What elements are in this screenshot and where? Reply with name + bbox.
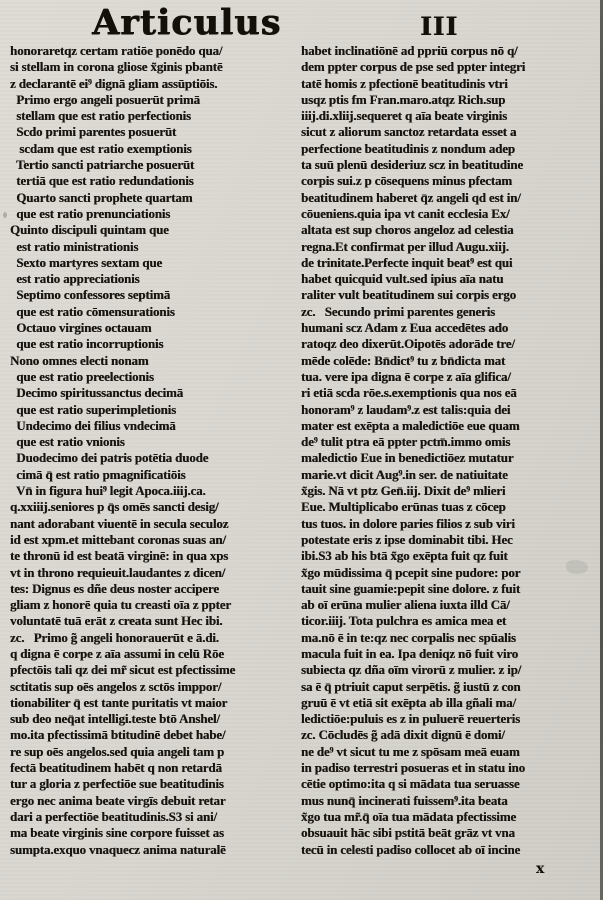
text-line: Quarto sancti prophete quartam <box>10 189 193 205</box>
text-line: marie.vt dicit Aug⁹.in ser. de natiuitate <box>301 466 508 482</box>
text-line: Decimo spiritussanctus decimā <box>10 385 184 401</box>
text-line: tus tuos. in dolore paries filios z sub viri <box>301 515 515 531</box>
text-line: que est ratio prenunciationis <box>10 205 171 221</box>
text-line: nant adorabant viuentē in secula seculoz <box>10 515 229 531</box>
text-line: sicut z aliorum sanctoz retardata esset a <box>301 124 517 140</box>
text-line: tur a gloria z perfectiōe sue beatitudinis <box>10 776 224 792</box>
text-line: tauit sine guamie:pepit sine dolore. z fuit <box>301 580 520 596</box>
text-line: ergo nec anima beate virgīs debuit retar <box>10 792 226 808</box>
text-line: sa ē q̄ ptriuit caput serpētis. g̃ iustū z con <box>301 678 521 694</box>
text-line: fectā beatitudinem habēt q non retardā <box>10 760 222 776</box>
text-line: usqz ptis fm Fran.maro.atqz Rich.sup <box>301 91 506 107</box>
text-line: Sexto martyres sextam que <box>10 254 163 270</box>
text-line: que est ratio preelectionis <box>10 368 154 384</box>
text-line: ta suū plenū desideriuz scz in beatitudine <box>301 157 523 173</box>
text-line: z declarantē ei⁹ dignā gliam assūptiōis. <box>10 75 218 91</box>
text-line: que est ratio superimpletionis <box>10 401 177 417</box>
text-line: que est ratio vnionis <box>10 434 125 450</box>
text-line: stellam que est ratio perfectionis <box>10 108 191 124</box>
text-line: que est ratio incorruptionis <box>10 336 164 352</box>
text-line: de trinitate.Perfecte inquit beat⁹ est qui <box>301 254 513 270</box>
text-line: iiij.di.xliij.sequeret q aīa beate virginis <box>301 108 507 124</box>
text-line: x̃go tua mr̃.q̄ oīa tua mādata pfectissime <box>301 808 517 824</box>
text-line: sctitatis sup oēs angelos z sctōs imppor/ <box>10 678 222 694</box>
text-line: zc. Primo g̃ angeli honorauerūt e ā.di. <box>10 629 219 645</box>
text-line: habet quicquid vult.sed ipius aīa natu <box>301 271 504 287</box>
text-line: est ratio appreciationis <box>10 271 140 287</box>
text-line: de⁹ tulit ptra eā ppter pctm̄.immo omis <box>301 434 511 450</box>
text-line: subiecta qz dña oīm virorū z mulier. z ip/ <box>301 662 522 678</box>
text-line: x̃go mūdissima q̄ pcepit sine pudore: por <box>301 564 521 580</box>
text-line: re sup oēs angelos.sed quia angeli tam p <box>10 743 225 759</box>
text-line: tatē homis z pfectionē beatitudinis vtri <box>301 75 508 91</box>
text-line: voluntatē tuā erāt z creata sunt Hec ibi. <box>10 613 223 629</box>
text-line: id est xpm.et mittebant coronas suas an/ <box>10 531 226 547</box>
text-line: Undecimo dei filius vndecimā <box>10 417 176 433</box>
text-line: Duodecimo dei patris potētia duode <box>10 450 209 466</box>
text-line: habet inclinatiōnē ad ppriū corpus nō q/ <box>301 43 518 58</box>
text-line: mater est exēpta a maledictiōe eue quam <box>301 417 520 433</box>
text-line: raliter vult beatitudinem sui corpis ergo <box>301 287 516 303</box>
text-line: q digna ē corpe z aīa assumi in celū Rōe <box>10 645 224 661</box>
scan-speck <box>566 560 588 574</box>
text-line: mēde colēde: Bn̄dict⁹ tu z bn̄dicta mat <box>301 352 506 368</box>
text-line: est ratio ministrationis <box>10 238 139 254</box>
text-line: ri etiā scda rōe.s.exemptionis qua nos eā <box>301 385 517 401</box>
quire-signature-mark: x <box>536 861 545 877</box>
text-line: Nono omnes electi nonam <box>10 352 149 368</box>
text-line: sub deo neq̄at intelligi.teste btō Anshel/ <box>10 711 220 727</box>
text-line: ledictiōe:puluis es z in puluerē reuerteris <box>301 711 520 727</box>
text-line: mus nunq̄ incinerati fuissem⁹.ita beata <box>301 792 508 808</box>
text-line: dari a perfectiōe beatitudinis.S3 si ani/ <box>10 808 217 824</box>
text-line: tes: Dignus es dñe deus noster accipere <box>10 580 219 596</box>
text-line: ne de⁹ vt sicut tu me z spōsam meā euam <box>301 743 520 759</box>
text-line: ticor.iiij. Tota pulchra es amica mea et <box>301 613 507 629</box>
text-line: Octauo virgines octauam <box>10 320 152 336</box>
text-line: ab oī erūna mulier aliena iuxta illd Cā/ <box>301 597 510 613</box>
text-line: vt in throno requieuit.laudantes z dicen/ <box>10 564 226 580</box>
page-header-title: Articulus <box>92 2 282 43</box>
text-line: dem ppter corpus de pse sed ppter integri <box>301 59 526 75</box>
text-line: obsuauit hāc sibi pstitā beāt grāz vt vna <box>301 825 515 841</box>
text-line: scdam que est ratio exemptionis <box>10 140 192 156</box>
text-line: ratoqz deo dixerūt.Oipotēs adorāde tre/ <box>301 336 515 352</box>
text-line: gliam z honorē quia tu creasti oīa z ppter <box>10 597 231 613</box>
text-line: zc. Cōcludēs g̃ adā dixit dignū ē domi/ <box>301 727 505 743</box>
text-line: si stellam in corona gliose x̃ginis pbantē <box>10 59 223 75</box>
text-line: Quinto discipuli quintam que <box>10 222 169 238</box>
text-line: tua. vere ipa digna ē corpe z aīa glifica/ <box>301 368 511 384</box>
text-line: Tertio sancti patriarche posuerūt <box>10 157 195 173</box>
text-line: tertiā que est ratio redundationis <box>10 173 194 189</box>
text-line: in padiso terrestri posueras et in statu ino <box>301 760 525 776</box>
text-line: humani scz Adam z Eua accedētes ado <box>301 320 509 336</box>
text-line: sumpta.exquo vnaquecz anima naturalē <box>10 841 226 857</box>
text-line: gruū ē vt etiā sit exēpta ab illa gñali ma/ <box>301 694 516 710</box>
text-line: que est ratio cōmensurationis <box>10 303 175 319</box>
text-line: macula fuit in ea. Ipa deniqz nō fuit viro <box>301 645 519 661</box>
text-line: maledictio Eue in benedictiōez mutatur <box>301 450 514 466</box>
text-line: Scdo primi parentes posuerūt <box>10 124 177 140</box>
text-line: potestate eris z ipse dominabit tibi. Hec <box>301 531 513 547</box>
text-line: ma.nō ē in te:qz nec corpalis nec spūalis <box>301 629 516 645</box>
text-line: beatitudinem haberet q̄z angeli qd est in/ <box>301 189 521 205</box>
text-line: cimā q̄ est ratio pmagnificatiōis <box>10 466 186 482</box>
text-line: corpis sui.z p cōsequens minus pfectam <box>301 173 512 189</box>
text-line: ibi.S3 ab his btā x̃go exēpta fuit qz fuit <box>301 548 508 564</box>
text-line: Vn̄ in figura hui⁹ legit Apoca.iiij.ca. <box>10 483 206 499</box>
text-line: q.xxiiij.seniores p q̄s omēs sancti desig/ <box>10 499 219 515</box>
text-line: Eue. Multiplicabo erūnas tuas z cōcep <box>301 499 506 515</box>
text-line: honoraretqz certam ratiōe ponēdo qua/ <box>10 43 223 58</box>
text-line: mo.ita pfectissimā btitudinē debet habe/ <box>10 727 226 743</box>
text-line: ma beate virginis sine corpore fuisset as <box>10 825 224 841</box>
text-line: regna.Et confirmat per illud Augu.xiij. <box>301 238 509 254</box>
text-line: tionabiliter q̄ est tante puritatis vt maior <box>10 694 228 710</box>
text-line: Septimo confessores septimā <box>10 287 171 303</box>
text-line: altata est sup choros angeloz ad celestia <box>301 222 514 238</box>
right-text-column <box>301 43 591 863</box>
left-text-column <box>10 43 300 863</box>
text-line: cētie optimo:ita q si mādata tua seruasse <box>301 776 520 792</box>
scan-speck <box>3 212 7 218</box>
text-line: pfectōis tali qz dei mr̃ sicut est pfectissime <box>10 662 236 678</box>
text-line: perfectione beatitudinis z nondum adep <box>301 140 515 156</box>
text-line: tecū in celesti padiso collocet ab oī incine <box>301 841 521 857</box>
text-line: zc. Secundo primi parentes generis <box>301 303 496 319</box>
text-line: te thronū id est beatā virginē: in qua xps <box>10 548 229 564</box>
text-line: cōueniens.quia ipa vt canit ecclesia Ex/ <box>301 205 510 221</box>
text-line: honoram⁹ z laudam⁹.z est talis:quia dei <box>301 401 511 417</box>
text-line: x̃gis. Nā vt ptz Gen̄.iij. Dixit de⁹ mlieri <box>301 483 506 499</box>
page-number: III <box>420 12 459 41</box>
text-line: Primo ergo angeli posuerūt primā <box>10 91 200 107</box>
